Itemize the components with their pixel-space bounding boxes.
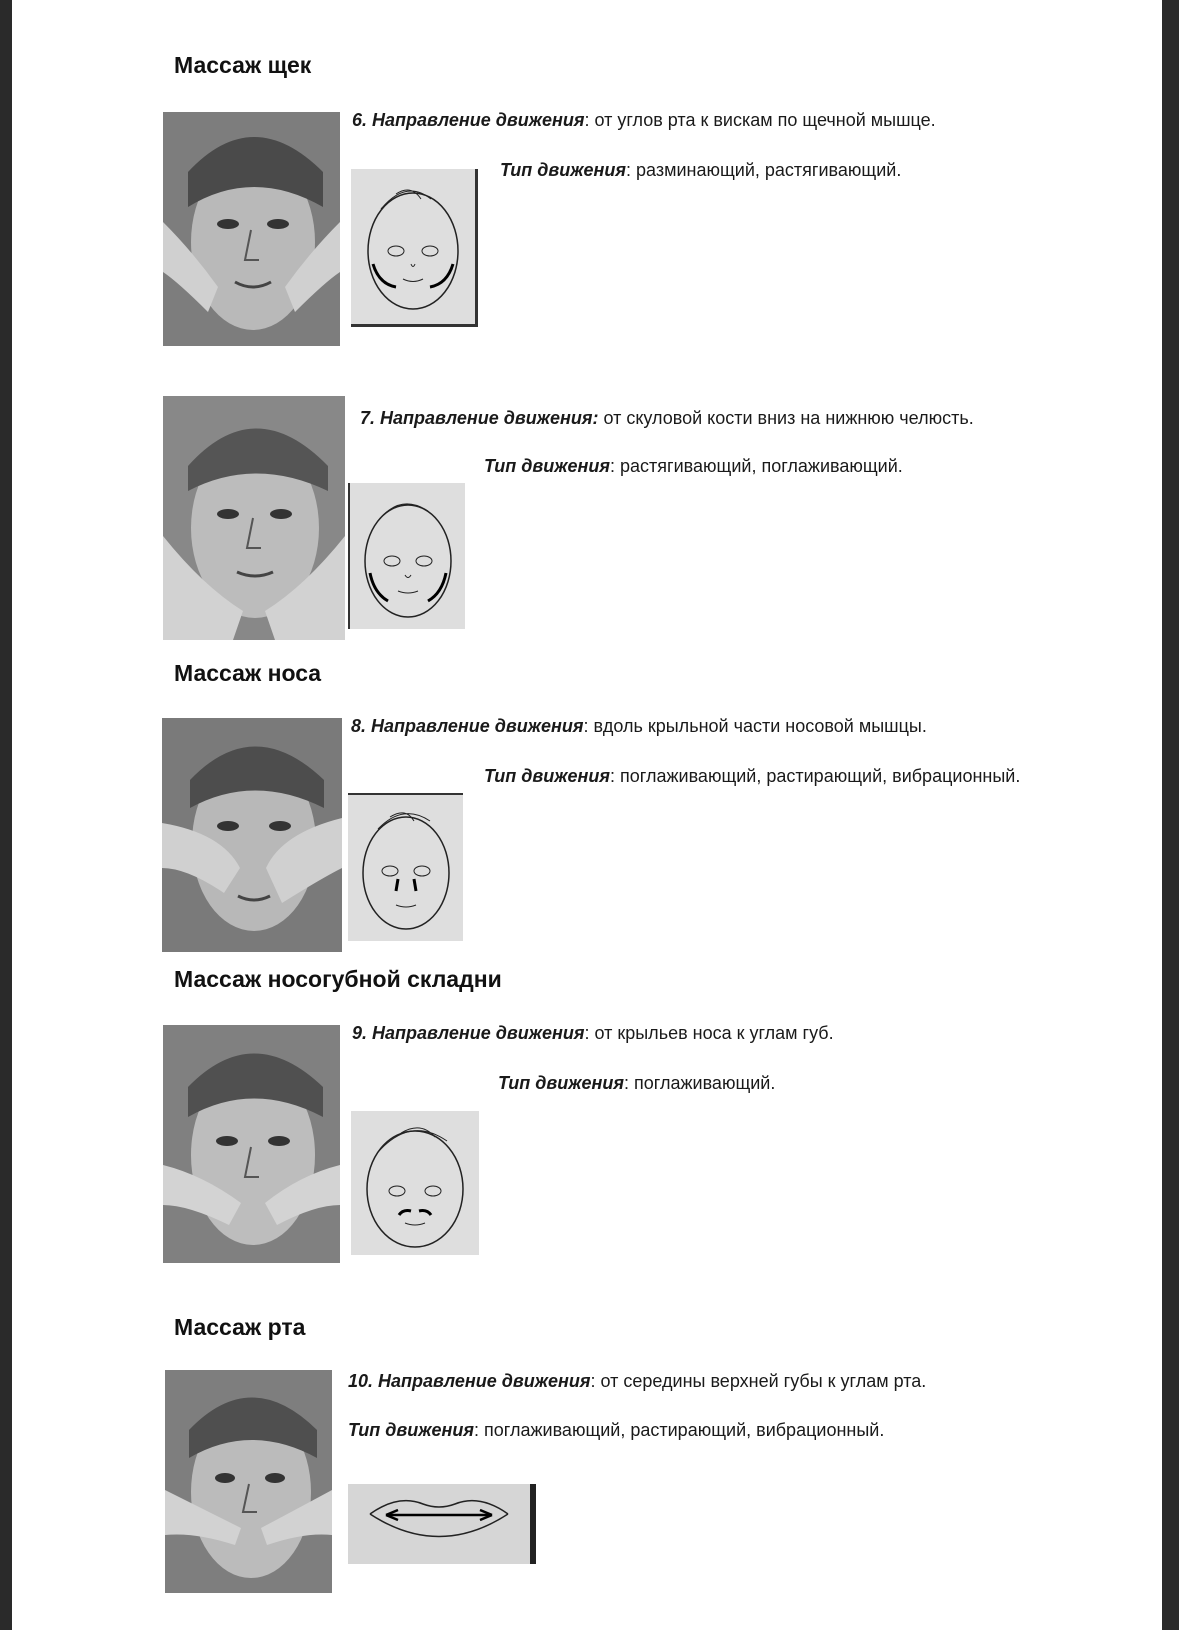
item-8-number: 8. <box>351 716 367 736</box>
item-9-direction-label: Направление движения <box>372 1023 585 1043</box>
item-7-direction-label: Направление движения: <box>380 408 599 428</box>
item-6-direction-label: Направление движения <box>372 110 585 130</box>
face-sketch-diagram <box>351 169 478 327</box>
item-9-type-label: Тип движения <box>498 1073 625 1093</box>
face-sketch-diagram <box>348 793 463 941</box>
item-9-direction <box>352 1023 834 1044</box>
document-page <box>12 0 1162 1630</box>
item-8-direction-label: Направление движения <box>371 716 584 736</box>
item-7-type-label: Тип движения <box>484 456 611 476</box>
item-6-type-text: : разминающий, растягивающий. <box>626 160 902 180</box>
section-title-mouth: Массаж рта <box>174 1314 306 1340</box>
section-title-nose: Массаж носа <box>174 660 322 686</box>
item-6-type-label: Тип движения <box>500 160 627 180</box>
item-8-type-label: Тип движения <box>484 766 611 786</box>
item-10-direction-label: Направление движения <box>378 1371 591 1391</box>
lips-sketch-diagram <box>348 1484 536 1564</box>
item-9-type-text: : поглаживающий. <box>624 1073 776 1093</box>
item-10-direction-text: : от середины верхней губы к углам рта. <box>590 1371 927 1391</box>
item-7-number: 7. <box>360 408 376 428</box>
item-8-type-text: : поглаживающий, растирающий, вибрационный. <box>610 766 1021 786</box>
child-face-massage-photo <box>163 112 340 346</box>
item-6-number: 6. <box>352 110 368 130</box>
item-10-type-text: : поглаживающий, растирающий, вибрационный. <box>474 1420 885 1440</box>
item-8-type <box>484 766 1020 787</box>
section-title-nasolabial: Массаж носогубной складни <box>174 966 502 992</box>
item-7-direction-text: от скуловой кости вниз на нижнюю челюсть. <box>598 408 974 428</box>
face-sketch-diagram <box>348 483 465 629</box>
item-7-type <box>484 456 903 477</box>
item-6-type <box>500 160 901 181</box>
item-10-number: 10. <box>348 1371 374 1391</box>
item-10-type <box>348 1420 884 1441</box>
child-face-massage-photo <box>165 1370 332 1593</box>
item-7-type-text: : растягивающий, поглаживающий. <box>610 456 903 476</box>
child-face-massage-photo <box>163 1025 340 1263</box>
item-6-direction <box>352 110 936 131</box>
child-face-massage-photo <box>163 396 345 640</box>
item-9-type <box>498 1073 775 1094</box>
item-10-type-label: Тип движения <box>348 1420 475 1440</box>
item-6-direction-text: : от углов рта к вискам по щечной мышце. <box>584 110 936 130</box>
item-10-direction <box>348 1371 926 1392</box>
item-8-direction <box>351 716 927 737</box>
item-7-direction <box>360 408 974 429</box>
item-8-direction-text: : вдоль крыльной части носовой мышцы. <box>583 716 927 736</box>
child-face-massage-photo <box>162 718 342 952</box>
item-9-number: 9. <box>352 1023 368 1043</box>
face-sketch-diagram <box>351 1111 479 1255</box>
section-title-cheeks: Массаж щек <box>174 52 312 78</box>
item-9-direction-text: : от крыльев носа к углам губ. <box>584 1023 834 1043</box>
